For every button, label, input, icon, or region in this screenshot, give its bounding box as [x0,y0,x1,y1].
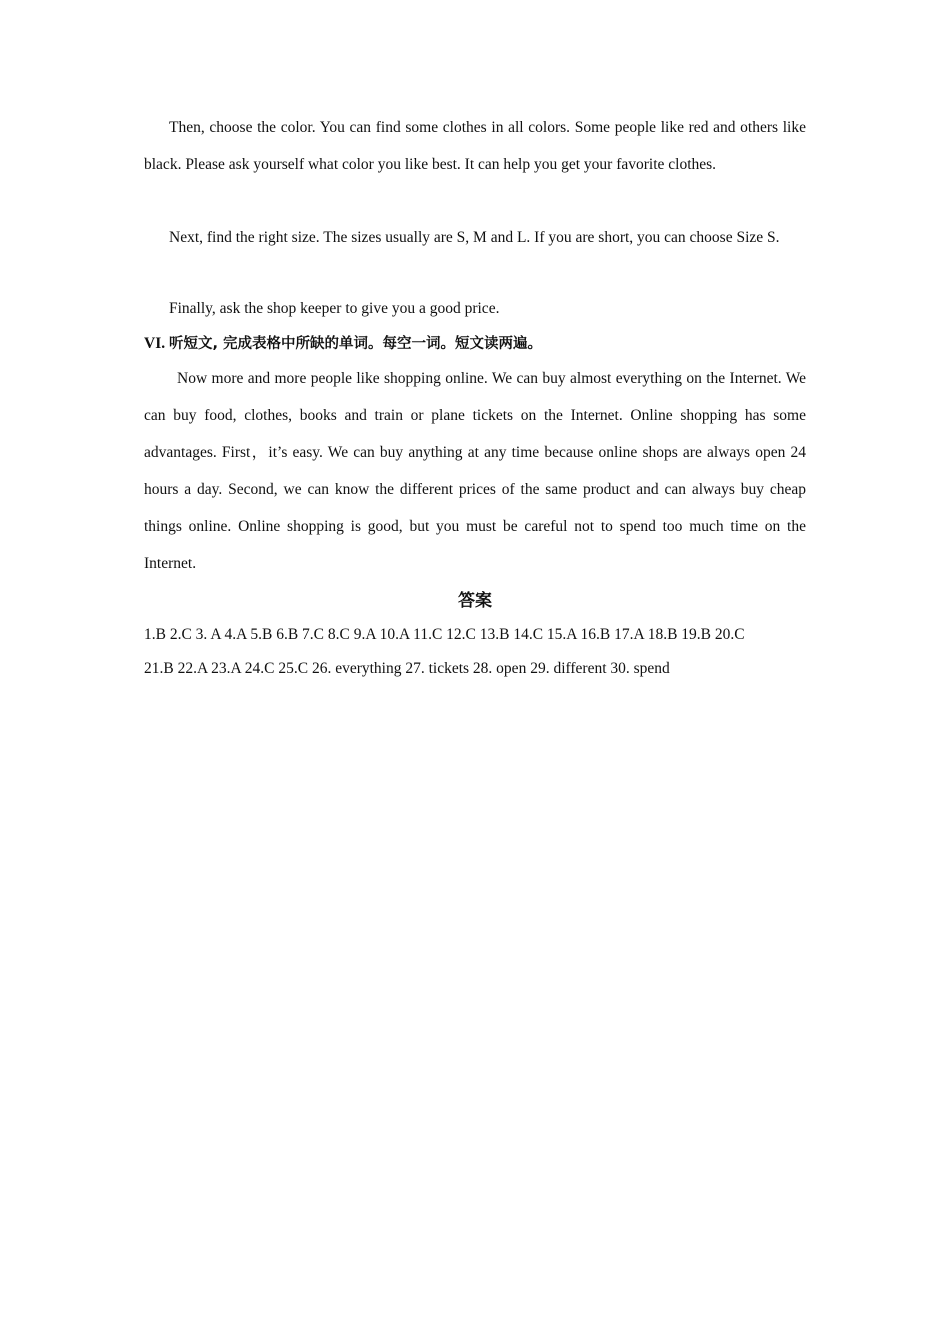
paragraph-choose-color: Then, choose the color. You can find some clothes in all colors. Some people like red and others like black. Please ask yourself what color you like best. It can help you get your favorite clothes. [144,119,806,173]
section-vi-number: VI. [144,335,169,352]
answer-key-list [144,618,824,686]
paragraph-find-size: Next, find the right size. The sizes usually are S, M and L. If you are short, you can choose Size S. [169,229,780,246]
answer-key-title: 答案 [458,591,492,611]
section-vi-instruction: 听短文, 完成表格中所缺的单词。每空一词。短文读两遍。 [168,336,543,352]
passage-online-shopping: Now more and more people like shopping online. We can buy almost everything on the Internet. We can buy food, clothes, books and train or plane tickets on the Internet. Online shopping has some advantages. First，it’s easy. We can buy anything at any time because online shops are always open 24 hours a day. Second, we can know the different prices of the same product and can always buy cheap things online. Online shopping is good, but you must be careful not to spend too much time on the Internet. [144,370,806,572]
answer-key-line-1: 1.B 2.C 3. A 4.A 5.B 6.B 7.C 8.C 9.A 10.A 11.C 12.C 13.B 14.C 15.A 16.B 17.A 18.B 19.B 20.C [144,626,745,643]
answer-key-line-2: 21.B 22.A 23.A 24.C 25.C 26. everything 27. tickets 28. open 29. different 30. spend [144,660,670,677]
section-vi-heading [144,333,806,355]
paragraph-good-price: Finally, ask the shop keeper to give you a good price. [169,300,500,317]
